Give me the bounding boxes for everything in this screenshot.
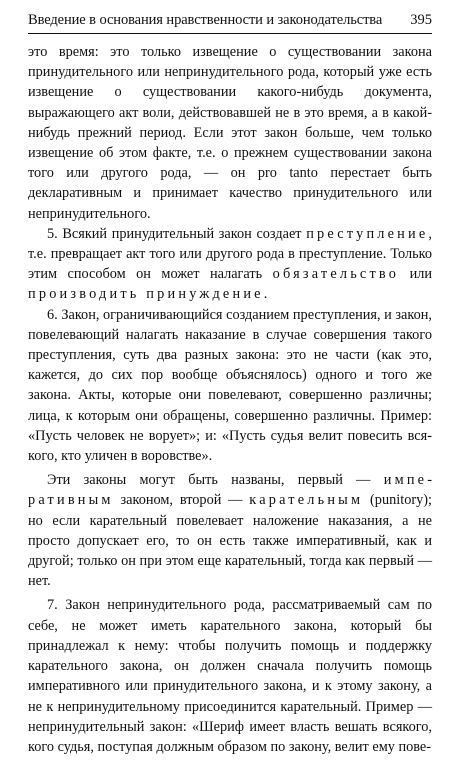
spaced-term: императивным bbox=[28, 472, 432, 509]
text-segment: законом, второй — bbox=[113, 492, 250, 509]
spaced-term: производить принуждение bbox=[28, 286, 264, 303]
paragraph bbox=[28, 470, 432, 591]
body-text bbox=[28, 42, 432, 757]
running-title: Введение в основания нравственности и законодательства bbox=[28, 12, 383, 28]
text-segment: Эти законы могут быть названы, первый — bbox=[47, 472, 384, 489]
text-segment: или bbox=[399, 266, 433, 283]
paragraph bbox=[28, 42, 432, 224]
page-number: 395 bbox=[410, 12, 432, 28]
paragraph bbox=[28, 305, 432, 467]
text-segment: , т.е. превращает акт того или другого рода в преступление. Только этим способом он может налагать bbox=[28, 225, 432, 283]
paragraph bbox=[28, 595, 432, 757]
text-segment: это время: это только извещение о существовании закона принудительного или непринудительного рода, который уже есть извещение о существовании какого-нибудь документа, выражающего акт воли, действовавшей не в это время, а в какой-нибудь прежний период. Если этот закон больше, чем только извещение об этом факте, т.е. о прежнем существовании закона того или другого рода, — он pro tanto перестает быть декларативным и принимает качество принудительного или непринудительного. bbox=[28, 44, 432, 222]
running-header bbox=[28, 10, 432, 34]
text-segment: . bbox=[263, 286, 268, 303]
spaced-term: карательным bbox=[249, 492, 364, 509]
spaced-term: обязательство bbox=[272, 266, 400, 283]
text-segment: 5. Всякий принудительный закон создает bbox=[47, 225, 307, 242]
text-segment: 6. Закон, ограничивающийся созданием преступления, и закон, повелевающий налагать наказание в случае совершения такого преступления, суть два разных закона: это не части (как это, кажется, до сих пор вообще объяснялось) одного и того же закона. Акты, которые они повелевают, совершенно различны; лица, к которым они обращены, совершенно различны. Пример: «Пусть человек не ворует»; и: «Пусть судья велит повесить всякого, кто уличен в воровстве». bbox=[28, 306, 432, 465]
text-segment: 7. Закон непринудительного рода, рассматриваемый сам по себе, не может иметь карательного закона, который бы принадлежал к нему: чтобы получить помощь и поддержку карательного закона, он должен сначала получить помощь императивного или принудительного закона, и к этому закону, а не к непринудительному присоединится карательный. Пример — непринудительный закон: «Шериф имеет власть вешать всякого, кого судья, поступая должным образом по закону, велит ему пове- bbox=[28, 597, 432, 755]
paragraph bbox=[28, 224, 432, 305]
text-segment: (punitory); но если карательный повелевает наложение наказания, а не просто допускает его, то он есть также императивный, как и другой; только он при этом еще карательный, тогда как первый — нет. bbox=[28, 492, 432, 590]
book-page bbox=[28, 10, 432, 757]
spaced-term: преступление bbox=[306, 225, 429, 242]
